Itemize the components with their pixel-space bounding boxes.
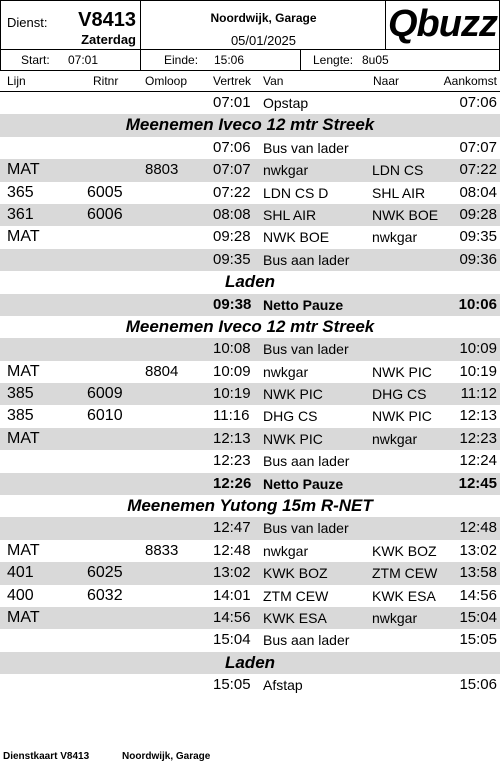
cell-vt: 12:26 [213,474,252,492]
cell-van: KWK ESA [263,609,327,626]
trip-row [0,674,500,696]
cell-van: DHG CS [263,408,318,425]
cell-aank: 12:45 [458,474,497,492]
trip-row [0,562,500,584]
cell-vt: 09:35 [213,250,251,268]
cell-vt: 13:02 [213,564,251,582]
cell-van: Bus aan lader [263,251,350,268]
trip-row [0,226,500,248]
cell-vt: 12:23 [213,452,251,470]
location-name: Noordwijk, Garage [210,11,317,25]
cell-lijn: 400 [7,586,34,604]
cell-rit: 6006 [87,205,123,223]
dienst-number: V8413 [78,9,136,31]
cell-vt: 12:13 [213,429,251,447]
cell-naar: DHG CS [372,386,427,403]
cell-rit: 6010 [87,407,123,425]
cell-lijn: MAT [7,608,40,626]
footer-location: Noordwijk, Garage [122,751,211,762]
col-aankomst: Aankomst [443,74,497,88]
cell-van: KWK BOZ [263,565,328,582]
cell-van: NWK PIC [263,430,323,447]
cell-aank: 14:56 [459,586,497,604]
cell-van: ZTM CEW [263,587,329,604]
cell-van: nwkgar [263,162,309,179]
cell-aank: 09:35 [459,228,497,246]
cell-van: Bus van lader [263,139,349,156]
day-name: Zaterdag [81,32,136,47]
cell-naar: KWK ESA [372,587,436,604]
einde-time: 15:06 [214,53,245,67]
col-omloop: Omloop [145,74,188,88]
cell-oml: 8833 [145,541,179,559]
cell-naar: SHL AIR [372,184,426,201]
cell-vt: 09:28 [213,228,251,246]
cell-vt: 11:16 [213,407,250,425]
section-title: Meenemen Iveco 12 mtr Streek [125,316,375,336]
cell-lijn: MAT [7,429,40,447]
cell-naar: nwkgar [372,229,418,246]
cell-vt: 09:38 [213,295,252,313]
cell-aank: 07:06 [459,94,497,111]
schedule-table [0,92,500,697]
cell-aank: 10:19 [459,362,497,380]
cell-vt: 10:08 [213,340,251,358]
cell-aank: 11:12 [460,385,497,403]
times-bar [0,49,500,71]
cell-lijn: 361 [7,205,34,223]
trip-row [0,92,500,114]
cell-naar: nwkgar [372,430,418,447]
cell-vt: 07:06 [213,138,251,156]
cell-van: nwkgar [263,363,309,380]
cell-naar: nwkgar [372,609,418,626]
cell-vt: 14:56 [213,608,251,626]
trip-row [0,249,500,271]
trip-row [0,629,500,651]
cell-aank: 15:06 [459,676,497,694]
cell-naar: ZTM CEW [372,565,438,582]
logo-cell [386,1,499,49]
cell-oml: 8803 [145,161,179,179]
pause-row [0,473,500,495]
cell-aank: 09:28 [459,205,497,223]
trip-row [0,204,500,226]
section-title: Laden [224,652,276,672]
trip-row [0,428,500,450]
trip-row [0,383,500,405]
section-title: Meenemen Yutong 15m R-NET [127,496,373,516]
cell-vt: 08:08 [213,205,251,223]
cell-van: Bus aan lader [263,632,350,649]
cell-naar: NWK PIC [372,408,432,425]
cell-vt: 10:09 [213,362,251,380]
cell-naar: KWK BOZ [372,542,437,559]
cell-aank: 07:07 [459,138,497,156]
cell-vt: 10:19 [213,385,251,403]
cell-van: Afstap [263,677,303,694]
cell-naar: NWK BOE [372,206,439,223]
cell-aank: 10:06 [458,295,497,313]
cell-van: NWK BOE [263,229,330,246]
cell-van: nwkgar [263,542,309,559]
cell-naar: NWK PIC [372,363,432,380]
cell-lijn: MAT [7,541,40,559]
einde-cell [141,50,301,70]
cell-aank: 13:02 [459,541,497,559]
trip-row [0,585,500,607]
cell-aank: 12:48 [459,519,497,537]
cell-lijn: 401 [7,564,34,582]
cell-naar: LDN CS [372,162,424,179]
trip-row [0,338,500,360]
section-heading [0,271,500,293]
trip-row [0,450,500,472]
cell-aank: 15:05 [459,631,497,649]
cell-lijn: 385 [7,385,34,403]
pause-row [0,294,500,316]
cell-aank: 12:24 [459,452,497,470]
section-heading [0,652,500,674]
lengte-label: Lengte: [313,53,354,67]
col-ritnr: Ritnr [93,74,119,88]
column-headers [0,71,500,92]
einde-label: Einde: [164,53,199,67]
cell-aank: 08:04 [459,183,497,201]
location-cell [141,1,386,49]
footer-card: Dienstkaart V8413 [3,751,90,762]
col-van: Van [263,74,284,88]
cell-lijn: 365 [7,183,34,201]
section-title: Laden [224,272,276,292]
cell-van: Bus van lader [263,341,349,358]
cell-van: Netto Pauze [263,475,344,492]
cell-lijn: MAT [7,161,40,179]
cell-aank: 09:36 [459,250,497,268]
cell-aank: 10:09 [459,340,497,358]
section-heading [0,114,500,136]
cell-van: LDN CS D [263,184,329,201]
trip-row [0,607,500,629]
trip-row [0,159,500,181]
cell-van: SHL AIR [263,206,317,223]
lengte-value: 8u05 [362,53,389,67]
cell-aank: 12:13 [459,407,497,425]
cell-vt: 07:22 [213,183,251,201]
trip-row [0,405,500,427]
cell-aank: 07:22 [459,161,497,179]
cell-lijn: MAT [7,362,40,380]
col-lijn: Lijn [7,74,26,88]
cell-vt: 12:48 [213,541,251,559]
cell-van: Netto Pauze [263,296,344,313]
cell-vt: 12:47 [213,519,251,537]
cell-aank: 13:58 [459,564,497,582]
cell-oml: 8804 [145,362,179,380]
cell-rit: 6025 [87,564,123,582]
cell-vt: 07:01 [213,94,251,111]
trip-row [0,137,500,159]
cell-rit: 6005 [87,183,123,201]
cell-lijn: MAT [7,228,40,246]
cell-aank: 15:04 [459,608,497,626]
cell-van: NWK PIC [263,386,323,403]
cell-vt: 15:05 [213,676,251,694]
dienst-cell [1,1,141,49]
section-heading [0,495,500,517]
cell-van: Bus aan lader [263,453,350,470]
trip-row [0,182,500,204]
cell-vt: 14:01 [213,586,251,604]
cell-rit: 6009 [87,385,123,403]
cell-vt: 07:07 [213,161,251,179]
cell-lijn: 385 [7,407,34,425]
header-box [0,0,500,49]
start-time: 07:01 [68,53,99,67]
cell-van: Bus van lader [263,520,349,537]
qbuzz-logo: Qbuzz [388,3,497,45]
cell-aank: 12:23 [459,429,497,447]
service-date: 05/01/2025 [230,33,297,48]
col-naar: Naar [373,74,400,88]
lengte-cell [301,50,499,70]
trip-row [0,540,500,562]
cell-rit: 6032 [87,586,123,604]
section-heading [0,316,500,338]
cell-van: Opstap [263,95,309,111]
section-title: Meenemen Iveco 12 mtr Streek [125,115,375,135]
trip-row [0,517,500,539]
trip-row [0,361,500,383]
cell-vt: 15:04 [213,631,251,649]
start-label: Start: [21,53,50,67]
start-cell [1,50,141,70]
dienst-label: Dienst: [7,15,48,30]
col-vertrek: Vertrek [213,74,252,88]
